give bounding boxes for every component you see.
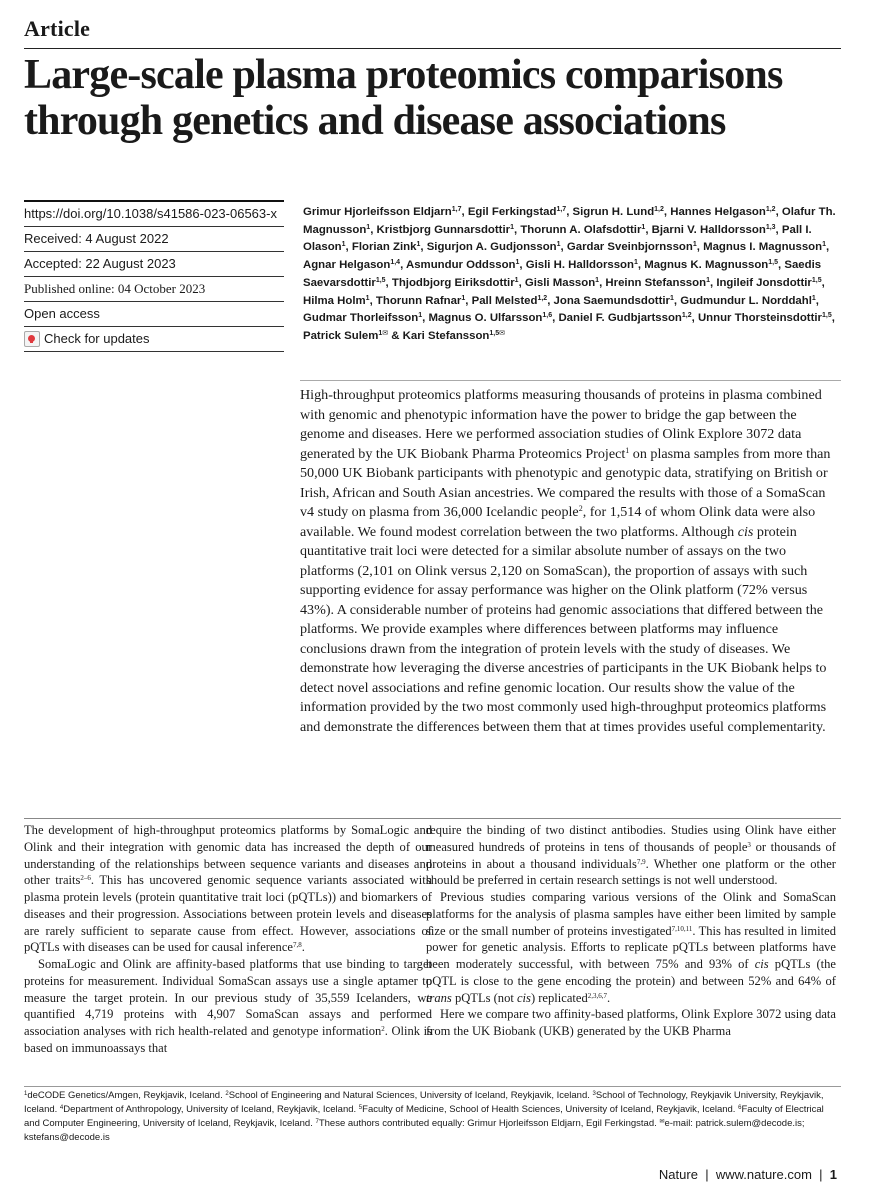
author-name: Gudmundur L. Norddahl bbox=[680, 294, 812, 307]
author-name: Gisli Masson bbox=[524, 276, 596, 289]
author-affiliation: 1 bbox=[822, 241, 826, 249]
author-name: Magnus I. Magnusson bbox=[703, 241, 823, 254]
author-name: Florian Zink bbox=[351, 241, 417, 254]
check-updates-label: Check for updates bbox=[44, 331, 150, 346]
journal-name: Nature bbox=[658, 1167, 698, 1182]
author-name: Agnar Helgason bbox=[303, 259, 391, 272]
author-name: Ingileif Jonsdottir bbox=[716, 276, 812, 289]
page-footer bbox=[659, 1167, 837, 1182]
section-label: Article bbox=[24, 16, 91, 41]
author-affiliation: 1,5 bbox=[821, 312, 832, 320]
article-meta bbox=[24, 200, 284, 352]
author-affiliation: 1 bbox=[692, 241, 697, 249]
author-affiliation: 1✉ bbox=[378, 329, 389, 337]
body-column-left bbox=[24, 822, 432, 1057]
footnote-divider bbox=[24, 1086, 841, 1087]
footer-separator: | bbox=[705, 1167, 709, 1182]
body-divider bbox=[24, 818, 841, 819]
author-affiliation: 1 bbox=[595, 276, 600, 284]
author-name: Hilma Holm bbox=[303, 294, 366, 307]
open-access-label: Open access bbox=[24, 301, 284, 326]
author-name: Gisli H. Halldorsson bbox=[525, 259, 634, 272]
author-name: Bjarni V. Halldorsson bbox=[651, 223, 766, 236]
body-paragraph: Previous studies comparing various versions of the Olink and SomaScan platforms for the analysis of plasma samples have either been limited by sample size or the small number of proteins investigated$^{7,10,11}$. This has resulted in limited power for genetic analysis. Efforts to replicate pQTLs between platforms have been moderately successful, with between 75% and 93% of cis pQTLs (the pQTL is close to the gene encoding the protein) and between 52% and 64% of trans pQTLs (not cis) replicated$^{2,3,6,7}$. bbox=[426, 890, 836, 1005]
author-name: Hannes Helgason bbox=[670, 206, 766, 218]
author-name: Sigrun H. Lund bbox=[572, 206, 655, 218]
author-affiliation: 1,2 bbox=[654, 206, 664, 213]
author-name: Grimur Hjorleifsson Eldjarn bbox=[303, 206, 452, 218]
author-name: Asmundur Oddsson bbox=[406, 259, 516, 272]
author-name: Pall Melsted bbox=[471, 294, 538, 307]
author-affiliation: 1,2 bbox=[681, 312, 692, 320]
author-affiliation: 1 bbox=[341, 241, 346, 249]
author-affiliation: 1 bbox=[515, 259, 520, 267]
published-date: Published online: 04 October 2023 bbox=[24, 276, 284, 301]
author-name: Sigurjon A. Gudjonsson bbox=[426, 241, 557, 254]
author-affiliation: 1 bbox=[366, 223, 371, 231]
author-affiliation: 1 bbox=[556, 241, 561, 249]
author-name: Daniel F. Gudbjartsson bbox=[558, 312, 682, 325]
author-affiliation: 1,6 bbox=[542, 312, 553, 320]
footer-separator: | bbox=[819, 1167, 823, 1182]
author-name: Kari Stefansson bbox=[402, 329, 490, 342]
author-affiliation: 1,5✉ bbox=[489, 329, 506, 337]
author-affiliation: 1 bbox=[416, 241, 421, 249]
author-name: Magnus O. Ulfarsson bbox=[428, 312, 543, 325]
author-name: Olafur Th. Magnusson bbox=[303, 206, 836, 236]
author-affiliation: 1 bbox=[706, 276, 710, 284]
author-name: Magnus K. Magnusson bbox=[644, 259, 769, 272]
author-list: Grimur Hjorleifsson Eldjarn$^{1,7}$, Egil Ferkingstad$^{1,7}$, Sigrun H. Lund$^{1,2}$, Hannes Helgason$^{1,2}$, Olafur Th. Magnusson$^1$, Kristbjorg Gunnarsdottir$^1$, Thorunn A. Olafsdottir$^1$, Bjarni V. Halldorsson$^{1,3}$, Pall I. Olason$^1$, Florian Zink$^1$, Sigurjon A. Gudjonsson$^1$, Gardar Sveinbjornsson$^1$, Magnus I. Magnusson$^1$, Agnar Helgason$^{1,4}$, Asmundur Oddsson$^1$, Gisli H. Halldorsson$^1$, Magnus K. Magnusson$^{1,5}$, Saedis Saevarsdottir$^{1,5}$, Thjodbjorg Eiriksdottir$^1$, Gisli Masson$^1$, Hreinn Stefansson$^1$, Ingileif Jonsdottir$^{1,5}$, Hilma Holm$^1$, Thorunn Rafnar$^1$, Pall Melsted$^{1,2}$, Jona Saemundsdottir$^1$, Gudmundur L. Norddahl$^1$, Gudmar Thorleifsson$^1$, Magnus O. Ulfarsson$^{1,6}$, Daniel F. Gudbjartsson$^{1,2}$, Unnur Thorsteinsdottir$^{1,5}$, Patrick Sulem$^{1✉}$ & Kari Stefansson$^{1,5✉}$ bbox=[303, 206, 836, 342]
author-name: Unnur Thorsteinsdottir bbox=[697, 312, 822, 325]
top-divider bbox=[24, 48, 841, 49]
author-affiliation: 1,7 bbox=[556, 206, 567, 213]
author-name: Gardar Sveinbjornsson bbox=[566, 241, 693, 254]
author-affiliation: 1,3 bbox=[765, 223, 776, 231]
author-name: Pall I. Olason bbox=[303, 223, 812, 254]
author-affiliation: 1 bbox=[514, 276, 519, 284]
check-updates-icon bbox=[24, 331, 40, 347]
author-affiliation: 1 bbox=[510, 223, 514, 231]
author-name: Kristbjorg Gunnarsdottir bbox=[376, 223, 511, 236]
author-name: Patrick Sulem bbox=[303, 329, 379, 342]
abstract: High-throughput proteomics platforms measuring thousands of proteins in plasma combined with genomic and phenotypic information have the power to bridge the gap between the genome and diseases. Here we performed association studies of Olink Explore 3072 data generated by the UK Biobank Pharma Proteomics Project$^1$ on plasma samples from more than 50,000 UK Biobank participants with phenotypic and genotypic data, stratifying on British or Irish, African and South Asian ancestries. We compared the results with those of a SomaScan v4 study on plasma from 36,000 Icelandic people$^2$, for 1,514 of whom Olink data were also available. We found modest correlation between the two platforms. Although cis protein quantitative trait loci were detected for a similar absolute number of assays on the two platforms (2,101 on Olink versus 2,120 on SomaScan), the proportion of assays with such supporting evidence for assay performance was higher on the Olink platform (72% versus 43%). A considerable number of proteins had genomic associations that differed between the platforms. We provide examples where differences between platforms may influence conclusions drawn from the integration of protein levels with the study of diseases. We demonstrate how leveraging the diverse ancestries of participants in the UK Biobank helps to detect novel associations and refine genomic location. Our results show the value of the information provided by the two most commonly used high-throughput proteomics platforms and demonstrate the differences between them that at times provides useful complementarity. bbox=[300, 387, 831, 735]
body-paragraph: Here we compare two affinity-based platforms, Olink Explore 3072 using data from the UK Biobank (UKB) generated by the UKB Pharma bbox=[426, 1007, 836, 1038]
author-name: Thjodbjorg Eiriksdottir bbox=[391, 276, 515, 289]
affiliations-footnote: $^1$deCODE Genetics/Amgen, Reykjavik, Iceland. $^2$School of Engineering and Natural Sciences, University of Iceland, Reykjavik, Iceland. $^3$School of Technology, Reykjavik University, Reykjavik, Iceland. $^4$Department of Anthropology, University of Iceland, Reykjavik, Iceland. $^5$Faculty of Medicine, School of Health Sciences, University of Iceland, Reykjavik, Iceland. $^6$Faculty of Electrical and Computer Engineering, University of Iceland, Reykjavik, Iceland. $^7$These authors contributed equally: Grimur Hjorleifsson Eldjarn, Egil Ferkingstad. ✉e-mail: patrick.sulem@decode.is; kstefans@decode.is bbox=[24, 1090, 824, 1143]
author-affiliation: 1,5 bbox=[811, 276, 822, 284]
author-affiliation: 1,2 bbox=[537, 294, 548, 302]
author-name: Thorunn A. Olafsdottir bbox=[520, 223, 642, 236]
author-name: Gudmar Thorleifsson bbox=[303, 312, 419, 325]
author-name: Thorunn Rafnar bbox=[375, 294, 462, 307]
accepted-date: Accepted: 22 August 2023 bbox=[24, 251, 284, 276]
journal-url[interactable]: www.nature.com bbox=[715, 1167, 812, 1182]
received-date: Received: 4 August 2022 bbox=[24, 226, 284, 251]
author-affiliation: 1,5 bbox=[375, 276, 386, 284]
article-title: Large-scale plasma proteomics comparisons through genetics and disease associations bbox=[24, 52, 783, 144]
author-affiliation: 1,5 bbox=[768, 259, 778, 267]
author-affiliation: 1,7 bbox=[451, 206, 462, 213]
author-affiliation: 1 bbox=[461, 294, 466, 302]
author-affiliation: 1 bbox=[811, 294, 816, 302]
body-paragraph: SomaLogic and Olink are affinity-based platforms that use binding to target proteins for measurement. Individual SomaScan assays use a single aptamer to measure the target protein. In our previous study of 35,559 Icelanders, we quantified 4,719 proteins with 4,907 SomaScan assays and performed association analyses with rich health-related and genotype information$^2$. Olink is based on immunoassays that bbox=[24, 957, 432, 1055]
author-affiliation: 1 bbox=[670, 294, 674, 302]
author-affiliation: 1 bbox=[418, 312, 423, 320]
page-number: 1 bbox=[829, 1167, 837, 1182]
author-affiliation: 1 bbox=[641, 223, 646, 231]
author-name: Egil Ferkingstad bbox=[467, 206, 557, 218]
author-name: Jona Saemundsdottir bbox=[553, 294, 670, 307]
body-paragraph: The development of high-throughput proteomics platforms by SomaLogic and Olink and their integration with genomic data has increased the depth of our understanding of the relationships between sequence variants and diseases and other traits$^{2-6}$. This has uncovered genomic sequence variants associated with plasma protein levels (protein quantitative trait loci (pQTLs)) and biomarkers of diseases and their progression. Associations between protein levels and diseases are rarely sufficient to separate cause from effect. However, associations of pQTLs with diseases can be used for causal inference$^{7,8}$. bbox=[24, 823, 432, 955]
author-name: Hreinn Stefansson bbox=[605, 276, 707, 289]
author-affiliation: 1,2 bbox=[765, 206, 776, 213]
body-paragraph: require the binding of two distinct antibodies. Studies using Olink have either measured hundreds of proteins in tens of thousands of people$^3$ or thousands of proteins in about a thousand individuals$^{7,9}$. Whether one platform or the other should be preferred in certain research settings is not well understood. bbox=[426, 823, 836, 888]
body-column-right bbox=[426, 822, 836, 1040]
author-affiliation: 1,4 bbox=[390, 259, 401, 267]
author-name: Saedis Saevarsdottir bbox=[303, 259, 822, 289]
abstract-divider bbox=[300, 380, 841, 381]
check-for-updates-button[interactable] bbox=[24, 326, 284, 352]
author-affiliation: 1 bbox=[633, 259, 638, 267]
author-affiliation: 1 bbox=[365, 294, 370, 302]
doi-link[interactable]: https://doi.org/10.1038/s41586-023-06563-x bbox=[24, 200, 284, 226]
